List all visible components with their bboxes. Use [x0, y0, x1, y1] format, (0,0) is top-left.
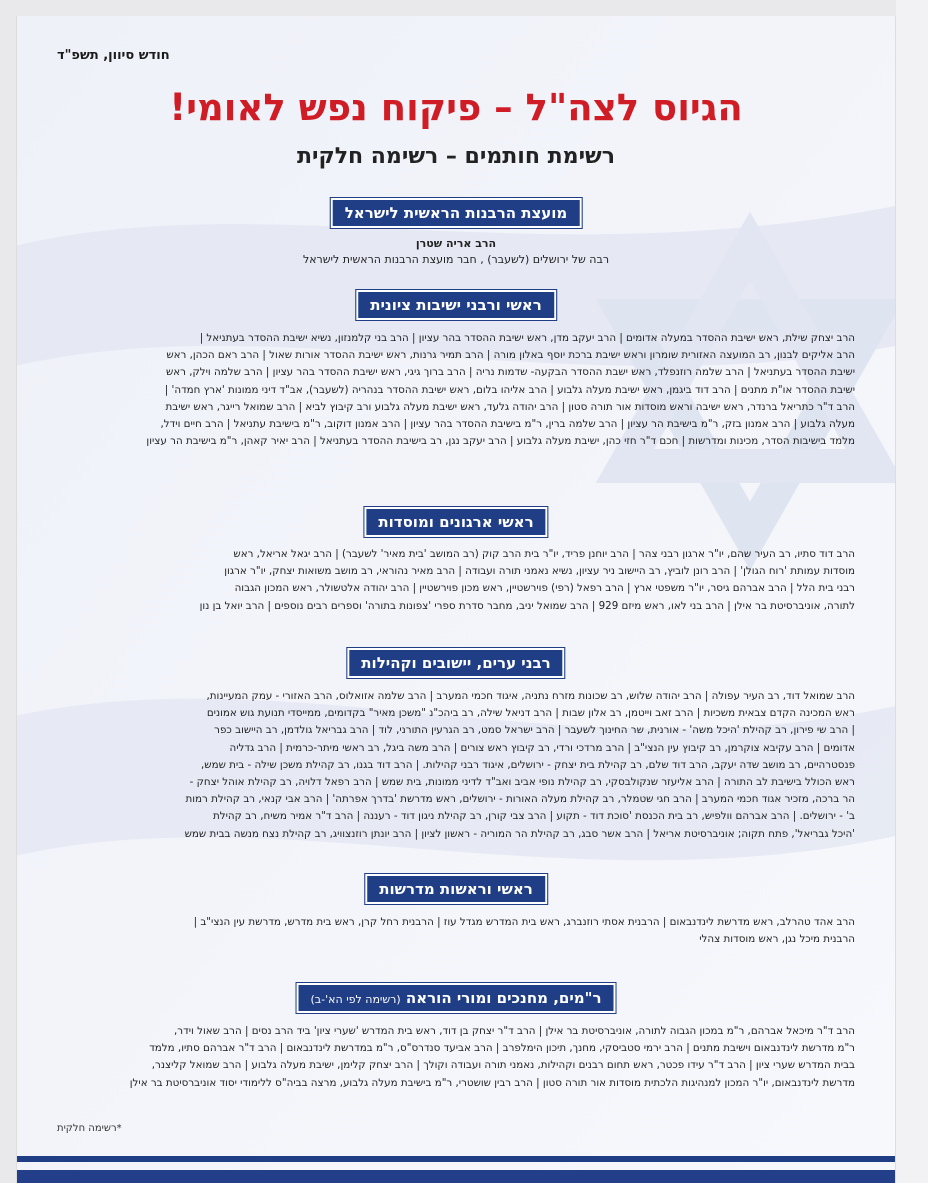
- list-line: 'היכל גבריאל', פתח תקוה; אוניברסיטת אריאל | הרב אשר סבג, רב קהילת הר המוריה - ראשון לציון | הרב יונתן רוזנצוויג, רב קהילת נצח מנשה בבית שמש: [184, 827, 855, 840]
- list-line: ישיבת ההסדר או"ת מתנים | הרב דוד ביגמן, ראש ישיבת מעלה גלבוע | הרב אליהו בלום, ראש ישיבת ההסדר בנהריה (לשעבר), אב"ד דיני ממונות 'ארץ חמדה' |: [164, 383, 855, 396]
- list-line: ב' - ירושלים. | הרב אברהם וולפיש, רב בית הכנסת 'סוכת דוד - תקוע | הרב צבי קורן, רב קהילת ניגון דוד - רעננה | הרב ד"ר אמיר משיח, רב קהילת: [212, 810, 855, 823]
- yeshivot-list: [57, 330, 855, 450]
- list-line: | הרב שי פירון, רב קהילת 'היכל משה' - אורנית, שר החינוך לשעבר | הרב ישראל סמט, רב הגרעין התורני, לוד | הרב גבריאל גולדמן, רב היישוב כפר: [214, 724, 855, 737]
- list-line: הרבנית מיכל נגן, ראש מוסדות צהלי: [699, 933, 855, 946]
- list-line: רבני בית הלל | הרב אברהם גיסר, יו"ר משפטי ארץ | הרב רפאל (רפי) פוירשטיין, ראש מכון פוירשטיין | הרב יהודה אלטשולר, ראש המכון הגבוה: [234, 582, 855, 595]
- list-line: ישיבת ההסדר בעתניאל | הרב שלמה רוזנפלד, ראש ישבת ההסדר הבקעה- שדמות נריה | הרב ברוך גיגי, ראש ישיבת ההסדר בהר עציון | הרב שלמה וילק, ראש: [165, 366, 855, 379]
- section-title-council: מועצת הרבנות הראשית לישראל: [331, 198, 582, 228]
- list-line: פנסטרהיים, רב מושב שדה יעקב, הרב דוד שלם, רב קהילת בית יצחק - ירושלים, איגוד רבני קהילות. | הרב דוד בגנו, רב קהילת משכן שילה - בית שמש,: [201, 758, 855, 771]
- council-block: [57, 236, 855, 268]
- list-line: ראש המכינה הקדם צבאית משכיות | הרב זאב וייטמן, רב אלון שבות | הרב דניאל שילה, רב ביהכ"נ "משכן מאיר" בקדומים, ממייסדי תנועת גוש אמונים: [206, 707, 855, 720]
- organizations-list: [57, 546, 855, 615]
- list-line: הר ברכה, מזכיר אגוד חכמי המערב | הרב חגי שטמלר, רב קהילת מעלה האורות - ירושלים, ראש מדרשת 'בדרך אפרתה' | הרב אבי קנאי, רב קהילת רמות: [185, 793, 855, 806]
- content-layer: [17, 16, 895, 1183]
- list-line: הרב ד"ר מיכאל אברהם, ר"מ במכון הגבוה לתורה, אוניברסיטת בר אילן | הרב ד"ר יצחק בן דוד, ראש בית המדרש 'שערי ציון' ביד הרב נסים | הרב שאול וידר,: [174, 1025, 855, 1037]
- list-line: בבית המדרש שערי ציון | הרב ד"ר עידו פכטר, ראש תחום רבנים וקהילות, נאמני תורה ועבודה וקולך | הרב יצחק קלימן, ישיבת מעלה גלבוע | הרב שמואל קליצנר,: [151, 1059, 855, 1072]
- list-line: הרב דוד סתיו, רב העיר שהם, יו"ר ארגון רבני צהר | הרב יוחנן פריד, יו"ר בית הרב קוק (רב המושב 'בית מאיר' לשעבר) | הרב יגאל אריאל, ראש: [233, 548, 855, 560]
- teachers-title-text: ר"מים, מחנכים ומורי הוראה: [405, 989, 602, 1007]
- list-line: הרב אהד טהרלב, ראש מדרשת לינדנבאום | הרבנית אסתי רוזנברג, ראש בית המדרש מגדל עוז | הרבנית רחל קרן, ראש בית מדרש, מדרשת עין הנצי"ב |: [193, 916, 855, 928]
- headline-subtitle: רשימת חותמים – רשימה חלקית: [297, 144, 615, 169]
- list-line: הרב אליקים לבנון, רב המועצה האזורית שומרון וראש ישיבת ברכת יוסף באלון מורה | הרב תמיר גרנות, ראש ישיבת ההסדר אורות שאול | הרב ראם הכהן, ראש: [166, 349, 855, 362]
- teachers-list: [57, 1023, 855, 1092]
- list-line: מדרשת לינדנבאום, יו"ר המכון למנהיגות הלכתית מוסדות אור תורה סטון | הרב רבין שושטרי, ר"מ בישיבת מעלה גלבוע, מרצה בביה"ס ללימודי יסוד אוניברסיטת בר אילן: [129, 1076, 855, 1089]
- section-title-midrashot: ראשי וראשות מדרשות: [365, 874, 547, 904]
- section-title-cities: רבני ערים, יישובים וקהילות: [347, 648, 564, 678]
- section-title-yeshivot: ראשי ורבני ישיבות ציונית: [356, 290, 556, 320]
- midrashot-list: [57, 914, 855, 948]
- council-role: רבה של ירושלים (לשעבר) , חבר מועצת הרבנות הראשית לישראל: [302, 253, 610, 266]
- section-title-organizations: ראשי ארגונים ומוסדות: [364, 507, 547, 537]
- list-line: ראש הכולל בישיבת לב התורה | הרב אליעזר שנקולבסקי, רב קהילת נופי אביב ואב"ד לדיני ממונות, בית שמש | הרב רפאל דלויה, רב קהילת אוהל יצחק -: [189, 776, 855, 789]
- footer-stripe-thin: [17, 1156, 895, 1162]
- list-line: לתורה, אוניברסיטת בר אילן | הרב בני לאו, ראש מיזם 929 | הרב שמואל יניב, מחבר סדרת ספרי 'צפונות בתורה' וספרים רבים נוספים | הרב יואל בן נון: [199, 599, 855, 612]
- footer-stripe-thick: [17, 1170, 895, 1183]
- document-page: [16, 16, 896, 1183]
- list-line: ר"מ מדרשת לינדנבאום וישיבת מתנים | הרב ירמי סטביסקי, מחנך, תיכון הימלפרב | הרב אביעד סנדרס"ס, ר"מ במדרשת לינדנבאום | הרב ד"ר אברהם סתיו, מלמד: [149, 1042, 855, 1055]
- section-title-teachers: [297, 983, 616, 1013]
- list-line: מלמד בישיבות הסדר, מכינות ומדרשות | חכם ד"ר חזי כהן, ישיבת מעלה גלבוע | הרב יעקב נגן, רב בישיבת ההסדר בעתניאל | הרב יאיר קאהן, ר"מ בישיבת הר עציון: [146, 435, 855, 448]
- page-side-margin: [896, 0, 928, 1183]
- list-line: הרב ד"ר כתריאל ברנדר, ראש ישיבה וראש מוסדות אור תורה סטון | הרב יהודה גלעד, ראש ישיבת מעלה גלבוע ורב קיבוץ לביא | הרב שמואל רייגר, ראש ישיבת: [165, 400, 855, 413]
- teachers-title-note: (רשימה לפי הא'-ב): [310, 993, 401, 1006]
- council-name: הרב אריה שטרן: [415, 237, 497, 250]
- footnote: *רשימה חלקית: [57, 1123, 122, 1134]
- list-line: הרב שמואל דוד, רב העיר עפולה | הרב יהודה שלוש, רב שכונות מזרח נתניה, איגוד חכמי המערב | הרב שלמה אזואלוס, הרב האזורי - עמק המעיינות,: [206, 690, 855, 702]
- headline-title: הגיוס לצה"ל – פיקוח נפש לאומי!: [169, 86, 743, 129]
- publication-date: חודש סיוון, תשפ"ד: [57, 48, 170, 63]
- list-line: אדומים | הרב עקיבא צוקרמן, רב קיבוץ עין הנצי"ב | הרב מרדכי ורדי, רב קיבוץ ראש צורים | הרב משה ביגל, רב ראשי מיתר-כרמית | הרב גדליה: [229, 741, 855, 754]
- list-line: מעלה גלבוע | הרב אמנון בזק, ר"מ בישיבת הר עציון | הרב שלמה ברין, ר"מ בישיבת ההסדר בהר עציון | הרב אמנון דוקוב, ר"מ בישיבת עתניאל | הרב חיים וידל,: [160, 418, 855, 431]
- list-line: הרב יצחק שילת, ראש ישיבת ההסדר במעלה אדומים | הרב יעקב מדן, ראש ישיבת ההסדר בהר עציון | הרב בני קלמנזון, נשיא ישיבת ההסדר בעתניאל |: [199, 332, 855, 344]
- list-line: מוסדות עמותת 'רוח הגולן' | הרב רונן לוביץ, רב היישוב ניר עציון, נשיא נאמני תורה ועבודה | הרב מאיר נהוראי, רב מושב משואות יצחק, יו"ר ארגון: [224, 565, 855, 578]
- cities-list: [57, 688, 855, 843]
